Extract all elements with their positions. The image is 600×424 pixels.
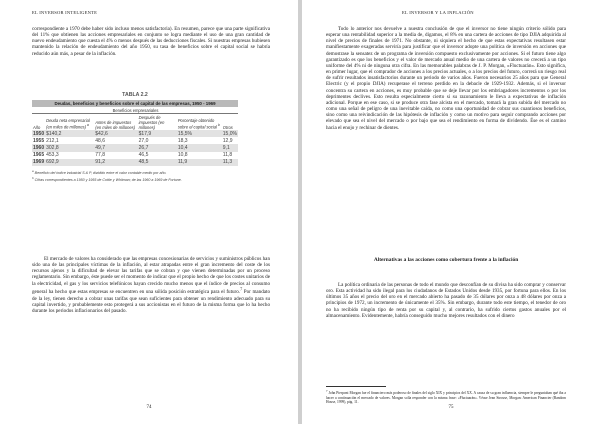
table-header-cell: Porcentaje obtenido sobre el capital social $^b$ [177,118,220,130]
footnote-marker: 7 [240,286,243,292]
table-cell: $42,6 [94,130,137,137]
table-header-cell: Año [33,124,41,130]
left-paragraph-2 [32,256,270,314]
table-cell: 10,8 [177,152,188,159]
table-cell: 91,2 [94,159,137,166]
table-cell: 212,1 [46,137,59,144]
table-row [32,144,238,151]
running-head-right: EL INVERSOR Y LA INFLACIÓN [402,10,474,15]
left-paragraph-1-text: correspondiente a 1970 debe haber sido incluso menos satisfactoria). En resumen, parece que una parte significativa del 11% que obtienen las acciones empresariales en conjunto se logra mediante el uso de una gran cantidad de nuevo endeudamiento que cuesta el 4% o menos después de las deducciones fiscales. Si nuestras empresas hubiesen mantenido la relación de endeudamiento del año 1950, su tasa de beneficios sobre el capital social se habría reducido aún más, a pesar de la inflación. [32,26,270,57]
table-title: TABLA 2.2 [122,92,148,98]
table-cell: 1960 [33,144,45,151]
page-number-left: 74 [146,405,152,410]
footnote [326,389,566,405]
table-cell: 11,8 [222,152,233,159]
table-header-cell: Otros [222,124,233,130]
right-paragraph-1-text: Todo lo anterior nos devuelve a nuestra conclusión de que el inversor no tiene ningún criterio sólido para esperar una rentabilidad superior a la media de, digamos, el 8% en una cartera de acciones de tipo DJIA adquirida al nivel de precios de finales de 1971. No obstante, ni siquiera el hecho de que estas expectativas resultasen estar manifiestamente exageradas serviría para justificar que el inversor adopte una política de inversión en acciones que demostrase la sensatez de un programa de inversión compuesto exclusivamente por acciones. Si el futuro tiene algo garantizado es que los beneficios y el valor de mercado anual medio de una cartera de valores no crecerá a un tipo uniforme del 4% ni de ninguna otra cifra. En las memorables palabras de J. P. Morgan, «Fluctuarán». Esto significa, en primer lugar, que el comprador de acciones a los precios actuales, o a los precios del futuro, correrá un riesgo real de sufrir resultados insatisfactorios durante un periodo de varios años. Fueron necesarios 25 años para que General Electric (y el propio DJIA) recuperase el terreno perdido en la debacle de 1929-1932. Además, si el inversor concentra su cartera en acciones, es muy probable que se deje llevar por los embriagadores incrementos o por los deprimentes declives. Esto resulta especialmente cierto si su razonamiento le lleva a expectativas de inflación adicional. Porque en ese caso, si se produce otra fase alcista en el mercado, tomará la gran subida del mercado no como una señal de peligro de una inevitable caída, no como una oportunidad de cobrar sus cuantiosos beneficios, sino como una reivindicación de las hipótesis de inflación y como un motivo para seguir comprando acciones por elevado que sea el nivel del mercado o por bajo que sea el rendimiento en forma de dividendo. Ése es el camino hacia el enojo y rechinar de dientes. [326,26,566,131]
data-table [32,107,238,166]
table-cell: 9,1 [222,144,238,151]
table-cell: $17,9 [138,130,177,137]
footnote-text: John Pierpont Morgan fue el financiero más poderoso de finales del siglo XIX y principios del XX. A causa de su gran influencia, siempre le preguntaban qué iba a hacer a continuación el mercado de valores. Morgan solía responder con la misma frase: «Fluctuarán». Véase Jean Strouse, Morgan: American Financier (Random House, 1999), pág. 11. [326,391,566,405]
table-header-cell: Después de impuestos (en millones) [138,114,165,130]
table-header-cell: Antes de impuestos (en miles de millones) [95,119,136,130]
table-cell: $140,2 [45,130,94,137]
table-cell: 48,6 [95,137,106,144]
running-head-left: EL INVERSOR INTELIGENTE [32,10,98,15]
table-cell: 1950 [33,130,45,137]
right-page [302,0,600,424]
table-cell: 1955 [33,137,45,144]
table-cell: 1969 [33,159,45,166]
section-heading: Alternativas a las acciones como cobertura frente a la inflación [373,257,519,263]
table-row [32,130,238,137]
footnote-rule [326,386,386,387]
right-paragraph-2-text: La política ordinaria de las personas de todo el mundo que desconfían de su divisa ha sido comprar y conservar oro. Esta actividad ha sido ilegal para los ciudadanos de Estados Unidos desde 1935, por fortuna para ellos. En los últimos 35 años el precio del oro en el mercado abierto ha pasado de 35 dólares por onza a 48 dólares por onza a principios de 1972, un incremento de únicamente el 35%. Sin embargo, durante todo este tiempo, el tenedor de oro no ha recibido ningún tipo de renta por su capital y, al contrario, ha sufrido ciertos gastos anuales por el almacenamiento. Evidentemente, habría conseguido mucho mejores resultados con el dinero [326,282,566,319]
table-note-a: $^a$ Beneficio del índice industrial S & P, dividido entre el valor contable medio por año. [32,168,167,176]
table-row [32,159,238,166]
table-row [32,152,238,159]
table-cell: 302,8 [45,144,94,151]
table-cell: 15,0% [222,130,237,137]
table-row [32,137,238,144]
table-note-b: $^b$ Cifras correspondientes a 1950 y 1955 de Cottle y Whitman; de las 1960 a 1969 de Fortune. [32,175,182,182]
table-cell: 18,3 [177,137,188,144]
table-2-2 [32,92,238,183]
table-notes [32,169,238,183]
footnote-number: 7 [326,389,328,393]
table-cell: 12,9 [222,137,233,144]
table-header-cell: Deuda neta empresarial (en miles de millones) $^a$ [46,118,90,130]
table-cell: 46,5 [138,152,149,159]
left-page [0,0,298,424]
table-cell: 11,9 [177,159,222,166]
table-cell: 10,4 [177,144,222,151]
table-cell: 27,0 [138,137,149,144]
table-cell: 1965 [33,152,45,159]
group-header: Beneficios empresariales [94,107,177,114]
left-paragraph-1 [32,26,270,57]
table-cell: 26,7 [138,144,177,151]
table-body [32,130,238,166]
right-paragraph-2 [326,282,566,319]
table-cell: 453,3 [46,152,59,159]
table-subtitle: Deudas, beneficios y beneficios sobre el capital de las empresas, 1950 - 1969 [32,100,238,107]
table-cell: 77,8 [95,152,106,159]
page-number-right: 75 [448,405,454,410]
right-paragraph-1 [326,26,566,131]
left-paragraph-2-text: El mercado de valores ha considerado que las empresas concesionarias de servicios y suministros públicos han sido una de las principales víctimas de la inflación, al estar atrapadas entre el gran incremento del coste de los recursos ajenos y la dificultad de elevar las tarifas que se cobran y que vienen determinadas por un proceso reglamentario. Sin embargo, éste puede ser el momento de indicar que el propio hecho de que los costes unitarios de la electricidad, el gas y los servicios telefónicos hayan crecido mucho menos que el índice de precios al consumo general ha hecho que estas empresas se encuentren en una sólida posición estratégica para el futuro.$^7$ Por mandato de la ley, tienen derecho a cobrar unas tarifas que sean suficientes para obtener un rendimiento adecuado para su capital invertido, y probablemente esto protegerá a sus accionistas en el futuro de la misma forma que lo ha hecho durante los periodos inflacionarios del pasado. [32,256,270,314]
table-cell: 49,7 [94,144,137,151]
table-cell: 15,5% [177,130,222,137]
table-cell: 48,5 [138,159,177,166]
table-cell: 11,3 [222,159,238,166]
table-header-row [32,114,238,131]
table-cell: 692,9 [45,159,94,166]
